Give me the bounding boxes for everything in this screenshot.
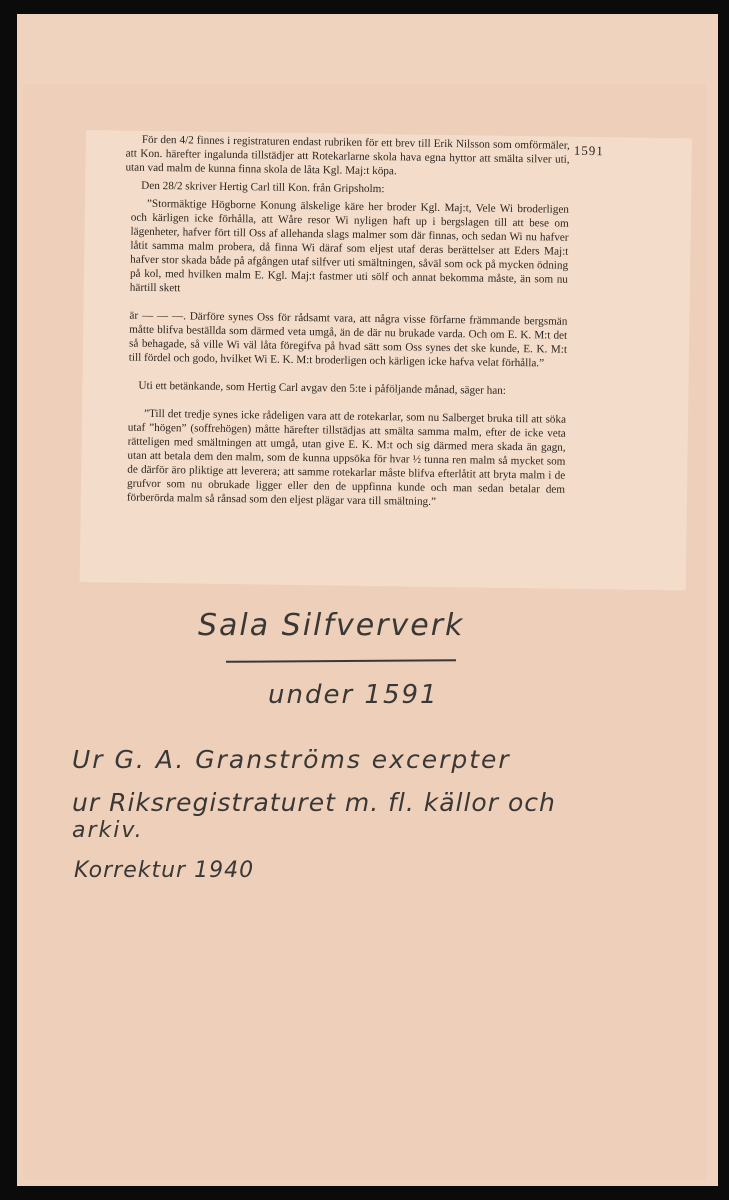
handwritten-source-line: ur Riksregistraturet m. fl. källor och (72, 788, 556, 817)
margin-year: 1591 (573, 142, 604, 159)
handwritten-subtitle: under 1591 (268, 680, 439, 710)
newspaper-clipping (80, 130, 692, 590)
handwritten-source-line: Ur G. A. Granströms excerpter (72, 745, 511, 774)
clip-quote: ”Till det tredje synes icke rådeligen vara att de rotekarlar, som nu Salberget bruka till att söka utaf ”högen” (soffrehögen) måtte härefter tillstädjas att smälta samma malm, efter de icke veta rätteligen med smältningen att umgå, utan give E. K. M:t och sig därmed mera skada än gagn, utan att betala dem den malm, som de kunna uppsöka för hvar ½ tunna ren malm så mycket som de därför äro pliktige att leverera; att samme rotekarlar måste blifva efterlåtit att bryta malm i de grufvor som nu obrukade ligger eller den de uppfinna kunde och man sedan betalar dem förberörda malm så rånsad som den eljest plägar vara till smältning.” (126, 407, 567, 508)
clip-quote: är — — —. Därföre synes Oss för rådsamt vara, att några visse förfarne främmande bergsmän måtte blifva beställda som därmed veta umgå, än de där nu brukade varda. Och om E. K. M:t det så behagade, så ville Wi väl låta föregifva på hvad sätt som Oss synes det ske kunde, E. K. M:t till fördel och godo, hvilket Wi E. K. M:t broderligen och kärligen icke hafva velat förhålla.” (128, 309, 568, 370)
handwritten-source-line: arkiv. (72, 818, 144, 843)
clip-paragraph: Den 28/2 skriver Hertig Carl till Kon. från Gripsholm: (141, 179, 385, 196)
clip-paragraph: För den 4/2 finnes i registraturen endast rubriken för ett brev till Erik Nilsson som omförmäler, att Kon. härefter ingalunda tillstädjer att Rotekarlarne skola hava egna hyttor att smälta silver uti, utan vad malm de kunna finna skola de låta Kgl. Maj:t köpa. (125, 133, 570, 178)
clip-quote: ”Stormäktige Högborne Konung älskelige käre her broder Kgl. Maj:t, Vele Wi broderligen och kärligen icke förhålla, att Wåre resor Wi nyligen haft up i bergslagen till att bese om lägenheter, hafver fört till Oss af allehanda slags malmer som där finnas, och sedan Wi nu hafver låtit samma malm probera, då finna Wi däraf som eljest utaf deras berättelser att Eders Maj:t hafver stor skada både på afgången utaf silfver uti smältningen, såväl som ock på mycken ödning på kol, med hvilken malm E. Kgl. Maj:t fastmer uti sölf och annat bekomma måste, än som nu härtill skett (129, 197, 570, 295)
handwritten-correction-note: Korrektur 1940 (74, 858, 255, 883)
clip-paragraph: Uti ett betänkande, som Hertig Carl avgav den 5:te i påföljande månad, säger han: (138, 379, 506, 397)
clipping-text (121, 133, 570, 517)
handwritten-title: Sala Silfververk (198, 608, 465, 643)
